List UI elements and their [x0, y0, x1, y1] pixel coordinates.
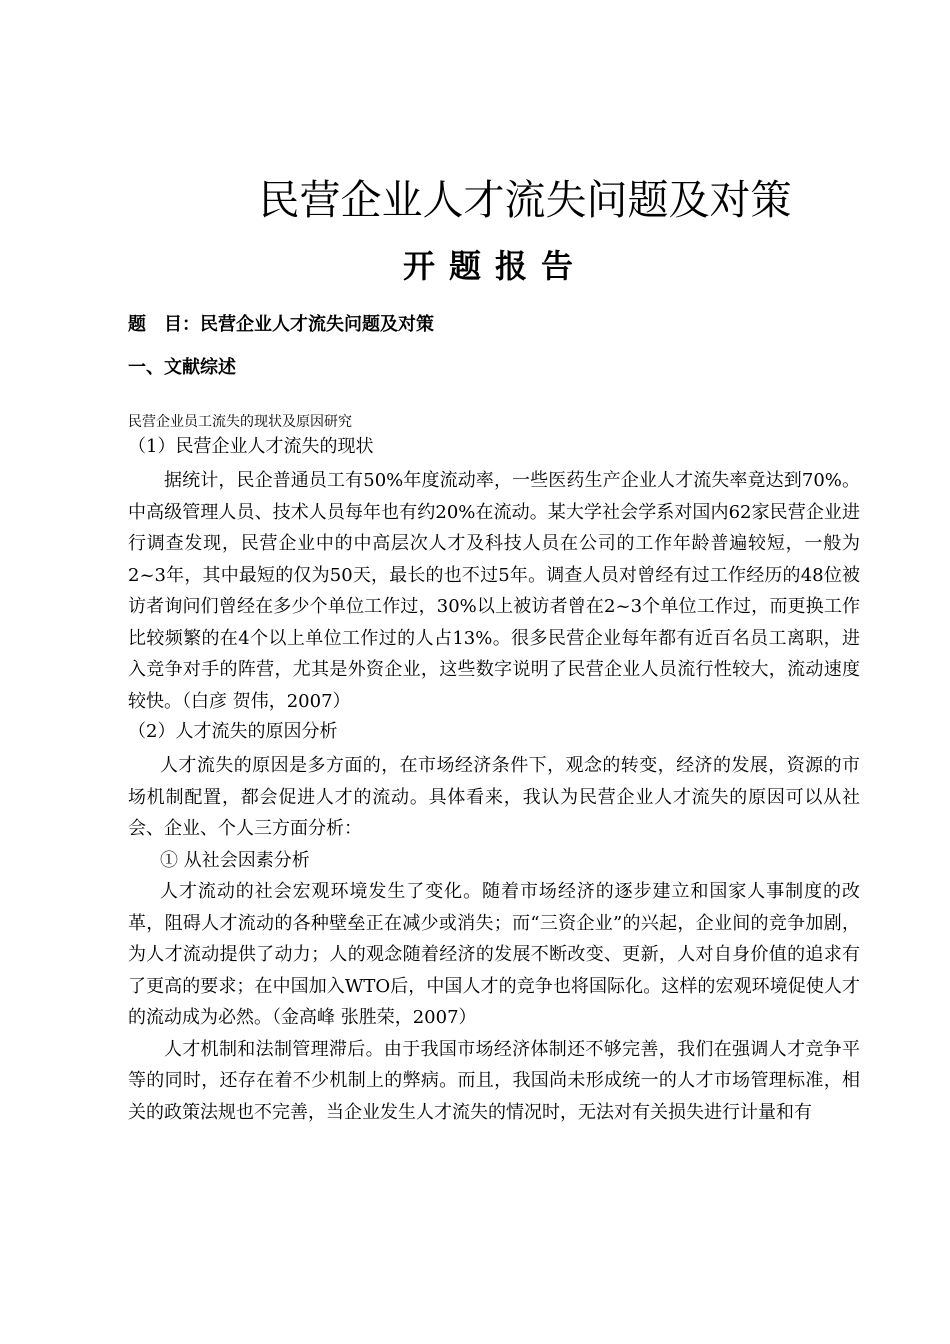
paragraph-social-environment: 人才流动的社会宏观环境发生了变化。随着市场经济的逐步建立和国家人事制度的改革，阻碍人才流动的各种壁垒正在减少或消失；而“三资企业”的兴起，企业间的竞争加剧，为人才流动提供了动力；人的观念随着经济的发展不断改变、更新，人对自身价值的追求有了更高的要求；在中国加入WTO后，中国人才的竞争也将国际化。这样的宏观环境促使人才的流动成为必然。（金高峰 张胜荣，2007） [128, 881, 860, 1028]
topic-label: 题 目： [128, 314, 200, 335]
sub-heading-cause-analysis: （2）人才流失的原因分析 [128, 721, 338, 742]
topic-value: 民营企业人才流失问题及对策 [200, 314, 434, 335]
paragraph-statistics: 据统计，民企普通员工有50%年度流动率，一些医药生产企业人才流失率竟达到70%。中高级管理人员、技术人员每年也有约20%在流动。某大学社会学系对国内62家民营企业进行调查发现，民营企业中的中高层次人才及科技人员在公司的工作年龄普遍较短，一般为2~3年，其中最短的仅为50天，最长的也不过5年。调查人员对曾经有过工作经历的48位被访者询问们曾经在多少个单位工作过，30%以上被访者曾在2~3个单位工作过，而更换工作比较频繁的在4个以上单位工作过的人占13%。很多民营企业每年都有近百名员工离职，进入竞争对手的阵营，尤其是外资企业，这些数字说明了民营企业人员流行性较大，流动速度较快。（白彦 贺伟，2007） [128, 470, 860, 712]
paragraph-mechanism-lag: 人才机制和法制管理滞后。由于我国市场经济体制还不够完善，我们在强调人才竞争平等的同时，还存在着不少机制上的弊病。而且，我国尚未形成统一的人才市场管理标准，相关的政策法规也不完善，当企业发生人才流失的情况时，无法对有关损失进行计量和有 [128, 1038, 860, 1123]
sub-heading-current-status: （1）民营企业人才流失的现状 [128, 436, 374, 457]
sub-title: 开题报告 [402, 247, 587, 285]
document-body [128, 412, 860, 1128]
source-line: 民营企业员工流失的现状及原因研究 [128, 414, 352, 430]
main-title: 民营企业人才流失问题及对策 [258, 176, 792, 224]
item-heading-social-factors: ① 从社会因素分析 [160, 849, 310, 871]
topic-line [128, 310, 434, 340]
paragraph-causes-intro: 人才流失的原因是多方面的，在市场经济条件下，观念的转变，经济的发展，资源的市场机制配置，都会促进人才的流动。具体看来，我认为民营企业人才流失的原因可以从社会、企业、个人三方面分析： [128, 755, 860, 839]
section-heading-literature-review: 一、文献综述 [128, 357, 236, 378]
